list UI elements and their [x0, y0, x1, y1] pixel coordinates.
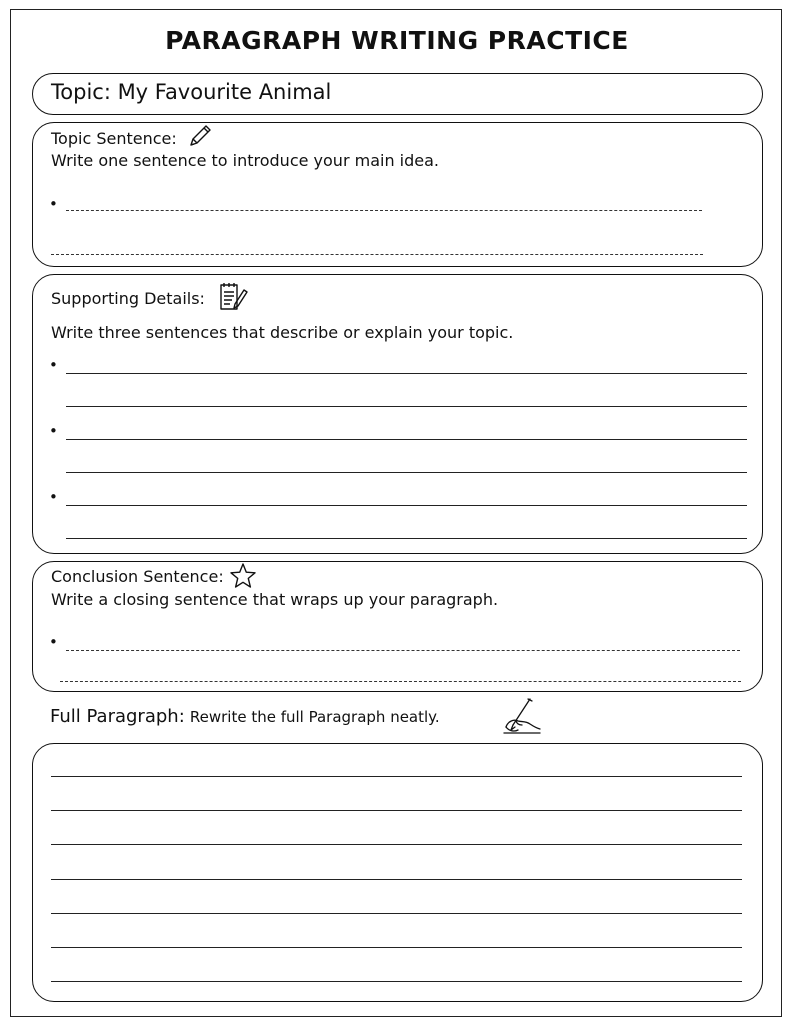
- star-icon: [229, 562, 257, 590]
- topic-box: [32, 73, 763, 115]
- notepad-icon: [217, 280, 249, 312]
- conclusion-instruction: Write a closing sentence that wraps up your paragraph.: [51, 590, 499, 609]
- topic-bullet: •: [49, 195, 58, 213]
- conclusion-writing-line-1[interactable]: [66, 650, 740, 651]
- full-paragraph-heading: [50, 706, 440, 727]
- detail-bullet-3: •: [49, 488, 58, 506]
- topic-writing-line-1[interactable]: [66, 210, 702, 211]
- supporting-details-instruction: Write three sentences that describe or explain your topic.: [51, 323, 514, 342]
- paragraph-line-1[interactable]: [51, 776, 742, 777]
- conclusion-writing-line-2[interactable]: [60, 681, 741, 682]
- detail-line-3b[interactable]: [66, 538, 747, 539]
- paragraph-line-2[interactable]: [51, 810, 742, 811]
- topic-sentence-instruction: Write one sentence to introduce your main idea.: [51, 151, 439, 170]
- paragraph-line-5[interactable]: [51, 913, 742, 914]
- detail-bullet-1: •: [49, 356, 58, 374]
- paragraph-line-6[interactable]: [51, 947, 742, 948]
- pencil-icon: [187, 123, 213, 149]
- detail-line-2a[interactable]: [66, 439, 747, 440]
- full-paragraph-box: [32, 743, 763, 1002]
- conclusion-label: Conclusion Sentence:: [51, 567, 224, 586]
- paragraph-line-4[interactable]: [51, 879, 742, 880]
- conclusion-bullet: •: [49, 633, 58, 651]
- detail-line-1b[interactable]: [66, 406, 747, 407]
- paragraph-line-3[interactable]: [51, 844, 742, 845]
- writing-hand-icon: [500, 697, 544, 737]
- full-paragraph-instruction: Rewrite the full Paragraph neatly.: [189, 708, 440, 726]
- topic-writing-line-2[interactable]: [51, 254, 703, 255]
- paragraph-line-7[interactable]: [51, 981, 742, 982]
- full-paragraph-label: Full Paragraph:: [50, 706, 185, 727]
- topic-sentence-label: Topic Sentence:: [51, 129, 177, 148]
- supporting-details-box: [32, 274, 763, 554]
- detail-line-3a[interactable]: [66, 505, 747, 506]
- topic-text: Topic: My Favourite Animal: [51, 80, 332, 104]
- detail-line-2b[interactable]: [66, 472, 747, 473]
- page-title: PARAGRAPH WRITING PRACTICE: [165, 26, 629, 55]
- detail-line-1a[interactable]: [66, 373, 747, 374]
- supporting-details-label: Supporting Details:: [51, 289, 205, 308]
- detail-bullet-2: •: [49, 422, 58, 440]
